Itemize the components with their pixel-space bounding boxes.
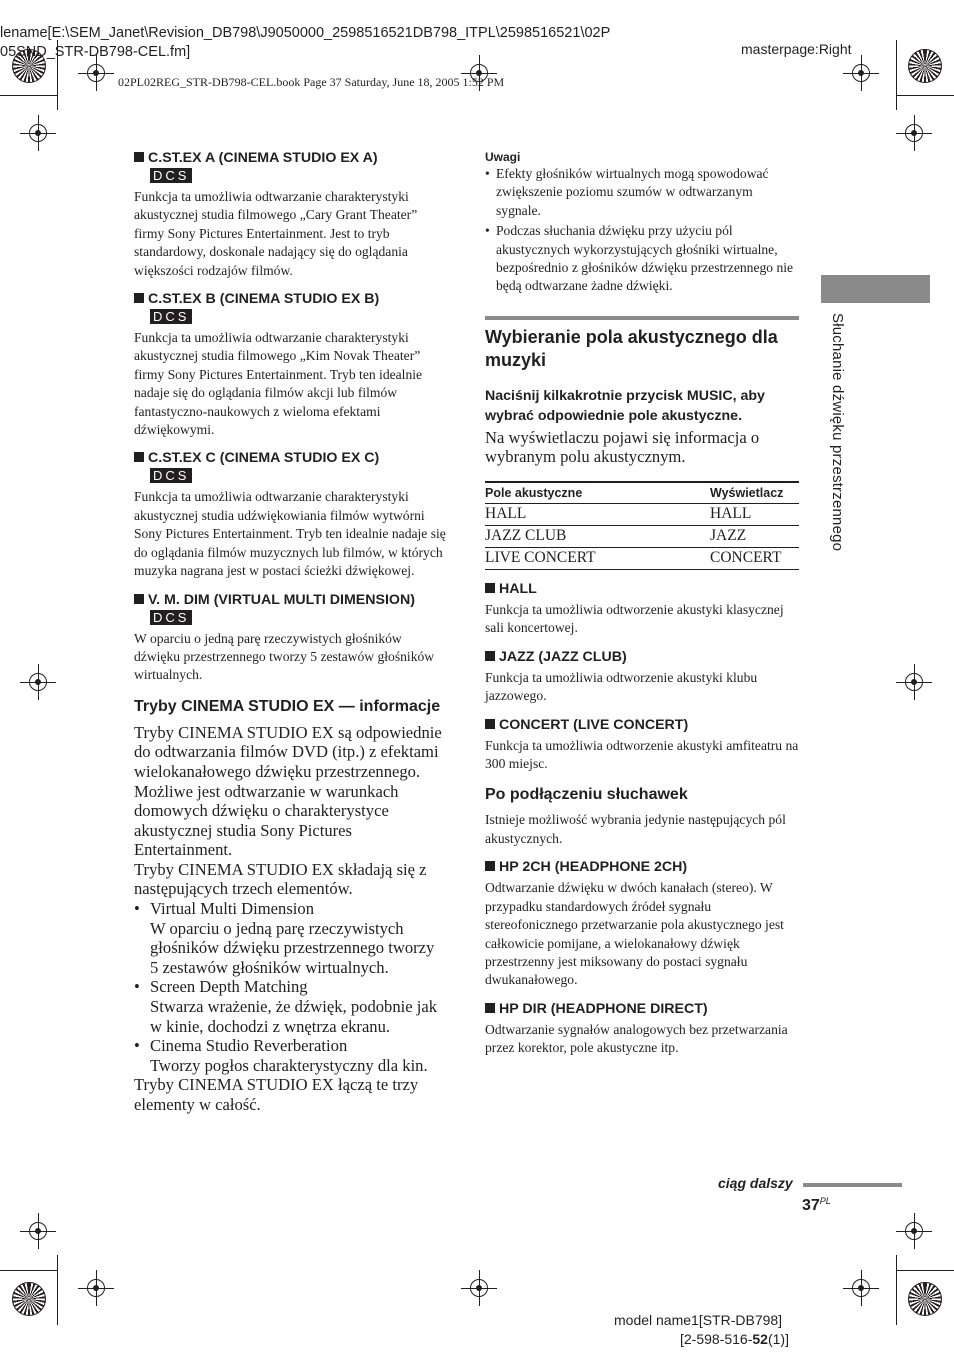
crop-mark-icon [87,64,105,82]
table-row [485,526,799,548]
book-info-line: 02PL02REG_STR-DB798-CEL.book Page 37 Saturday, June 18, 2005 1:52 PM [118,75,505,89]
table-cell: JAZZ [710,526,799,548]
square-bullet-icon [134,594,144,604]
crop-mark-icon [852,64,870,82]
section-text: Funkcja ta umożliwia odtworzenie akustyki amfiteatru na 300 miejsc. [485,737,799,772]
bullet-item: • Cinema Studio Reverberation [134,1036,446,1056]
section-text: Istnieje możliwość wybrania jedynie następujących pól akustycznych. [485,812,786,846]
crop-mark-icon [470,1279,488,1297]
square-bullet-icon [134,152,144,162]
info-paragraph: Tryby CINEMA STUDIO EX składają się z następujących trzech elementów. [134,859,427,899]
bullet-text: Tworzy pogłos charakterystyczny dla kin. [150,1055,428,1075]
section-heading: C.ST.EX C (CINEMA STUDIO EX C) [134,449,446,467]
square-bullet-icon [485,719,495,729]
section-heading: V. M. DIM (VIRTUAL MULTI DIMENSION) [134,591,446,609]
table-cell: JAZZ CLUB [485,526,710,548]
registration-star-icon [12,1282,46,1316]
section-text: Odtwarzanie sygnałów analogowych bez przetwarzania przez korektor, pole akustyczne itp. [485,1021,788,1056]
model-name: model name1[STR-DB798] [614,1312,783,1328]
section-heading: C.ST.EX B (CINEMA STUDIO EX B) [134,290,446,308]
table-row [485,504,799,526]
bullet-item: • Virtual Multi Dimension [134,899,446,919]
continued-label: ciąg dalszy [718,1175,793,1191]
crop-mark-icon [29,124,47,142]
info-paragraph: Tryby CINEMA STUDIO EX są odpowiednie do odtwarzania filmów DVD (itp.) z efektami wielokanałowego dźwięku przestrzennego. Możliwe jest odtwarzanie w warunkach domowych dźwięku o charakterystyce akustycznej studia Sony Pictures Entertainment. [134,722,442,860]
music-section-title: Wybieranie pola akustycznego dla muzyki [485,326,778,370]
chapter-tab [821,275,930,303]
bullet-item: • Screen Depth Matching [134,977,446,997]
table-cell: LIVE CONCERT [485,548,710,570]
crop-mark-icon [87,1279,105,1297]
crop-mark-icon [29,673,47,691]
section-text: Funkcja ta umożliwia odtworzenie akustyki klasycznej sali koncertowej. [485,602,784,636]
note-item: • Efekty głośników wirtualnych mogą spowodować zwiększenie poziomu szumów w odtwarzanym sygnale. [485,165,799,220]
registration-star-icon [908,49,942,83]
chapter-tab-label: Słuchanie dźwięku przestrzennego [829,313,846,552]
crop-line [896,40,897,110]
bullet-text: Stwarza wrażenie, że dźwięk, podobnie jak w kinie, dochodzi z wnętrza ekranu. [150,997,438,1036]
section-text: W oparciu o jedną parę rzeczywistych głośników dźwięku przestrzennego tworzy 5 zestawów głośników wirtualnych. [134,630,435,683]
registration-star-icon [908,1282,942,1316]
continued-bar [803,1183,902,1187]
instruction-text: Naciśnij kilkakrotnie przycisk MUSIC, aby wybrać odpowiednie pole akustyczne. [485,387,765,424]
section-heading: HP DIR (HEADPHONE DIRECT) [485,1000,799,1018]
column-header: Pole akustyczne [485,482,710,504]
crop-mark-icon [29,1222,47,1240]
section-heading: CONCERT (LIVE CONCERT) [485,716,799,734]
table-cell: CONCERT [710,548,799,570]
headphone-heading: Po podłączeniu słuchawek [485,786,688,804]
crop-mark-icon [905,124,923,142]
crop-line [57,1255,58,1325]
section-text: Funkcja ta umożliwia odtwarzanie charakterystyki akustycznej studia filmowego „Kim Novak Theater” firmy Sony Pictures Entertainment. Tryb ten idealnie nadaje się do oglądania filmów akcji lub filmów fantastyczno-naukowych z wieloma efektami dźwiękowymi. [134,330,423,438]
square-bullet-icon [485,861,495,871]
crop-mark-icon [905,673,923,691]
square-bullet-icon [485,651,495,661]
crop-line [896,1255,897,1325]
square-bullet-icon [134,293,144,303]
crop-line [896,1270,954,1271]
section-heading: JAZZ (JAZZ CLUB) [485,648,799,666]
section-heading: HP 2CH (HEADPHONE 2CH) [485,858,799,876]
table-header-row [485,482,799,504]
column-header: Wyświetlacz [710,482,799,504]
table-cell: HALL [710,504,799,526]
sound-field-table [485,481,799,570]
dcs-badge: DCS [150,610,192,625]
section-text: Funkcja ta umożliwia odtworzenie akustyki klubu jazzowego. [485,669,758,704]
info-heading: Tryby CINEMA STUDIO EX — informacje [134,697,441,715]
crop-line [0,95,57,96]
dcs-badge: DCS [150,309,192,324]
table-cell: HALL [485,504,710,526]
section-text: Odtwarzanie dźwięku w dwóch kanałach (stereo). W przypadku standardowych źródeł sygnału stereofonicznego przetwarzanie pola akustycznego jest całkowicie pomijane, a wielokanałowy dźwięk przestrzenny jest miksowany do postaci sygnału dwukanałowego. [485,880,784,988]
page-number: $37^{PL}$ [802,1196,831,1214]
dcs-badge: DCS [150,468,192,483]
square-bullet-icon [134,452,144,462]
section-text: Funkcja ta umożliwia odtwarzanie charakterystyki akustycznej studia filmowego „Cary Grant Theater” firmy Sony Pictures Entertainment. Jest to tryb standardowy, doskonale nadający się do oglądania większości rodzajów filmów. [134,189,418,278]
left-column [134,149,446,1115]
table-row [485,548,799,570]
square-bullet-icon [485,583,495,593]
part-number: [2-598-516-52(1)] [680,1331,789,1347]
masterpage-label: masterpage:Right [741,41,852,57]
instruction-detail: Na wyświetlaczu pojawi się informacja o wybranym polu akustycznym. [485,427,760,467]
file-path-header: lename[E:\SEM_Janet\Revision_DB798\J9050000_2598516521DB798_ITPL\2598516521\02P 05SND_STR-DB798-CEL.fm] [0,25,611,60]
crop-line [0,1270,57,1271]
section-text: Funkcja ta umożliwia odtwarzanie charakterystyki akustycznej studia udźwiękowiania filmów wytwórni Sony Pictures Entertainment. Tryb ten idealnie nadaje się do oglądania filmów muzycznych lub filmów, w których muzyka nagrana jest w postaci ścieżki dźwiękowej. [134,489,446,579]
crop-mark-icon [905,1222,923,1240]
right-column [485,149,799,1068]
section-rule [485,316,799,320]
square-bullet-icon [485,1003,495,1013]
bullet-text: W oparciu o jedną parę rzeczywistych głośników dźwięku przestrzennego tworzy 5 zestawów głośników wirtualnych. [150,918,435,977]
section-heading: C.ST.EX A (CINEMA STUDIO EX A) [134,149,446,167]
note-item: • Podczas słuchania dźwięku przy użyciu pól akustycznych wykorzystujących głośniki wirtualne, bezpośrednio z głośników dźwięku przestrzennego nie będą odtwarzane żadne dźwięki. [485,222,799,296]
dcs-badge: DCS [150,168,192,183]
crop-mark-icon [852,1279,870,1297]
info-paragraph: Tryby CINEMA STUDIO EX łączą te trzy elementy w całość. [134,1075,419,1114]
crop-line [896,95,954,96]
section-heading: HALL [485,580,799,598]
notes-heading: Uwagi [485,150,521,164]
